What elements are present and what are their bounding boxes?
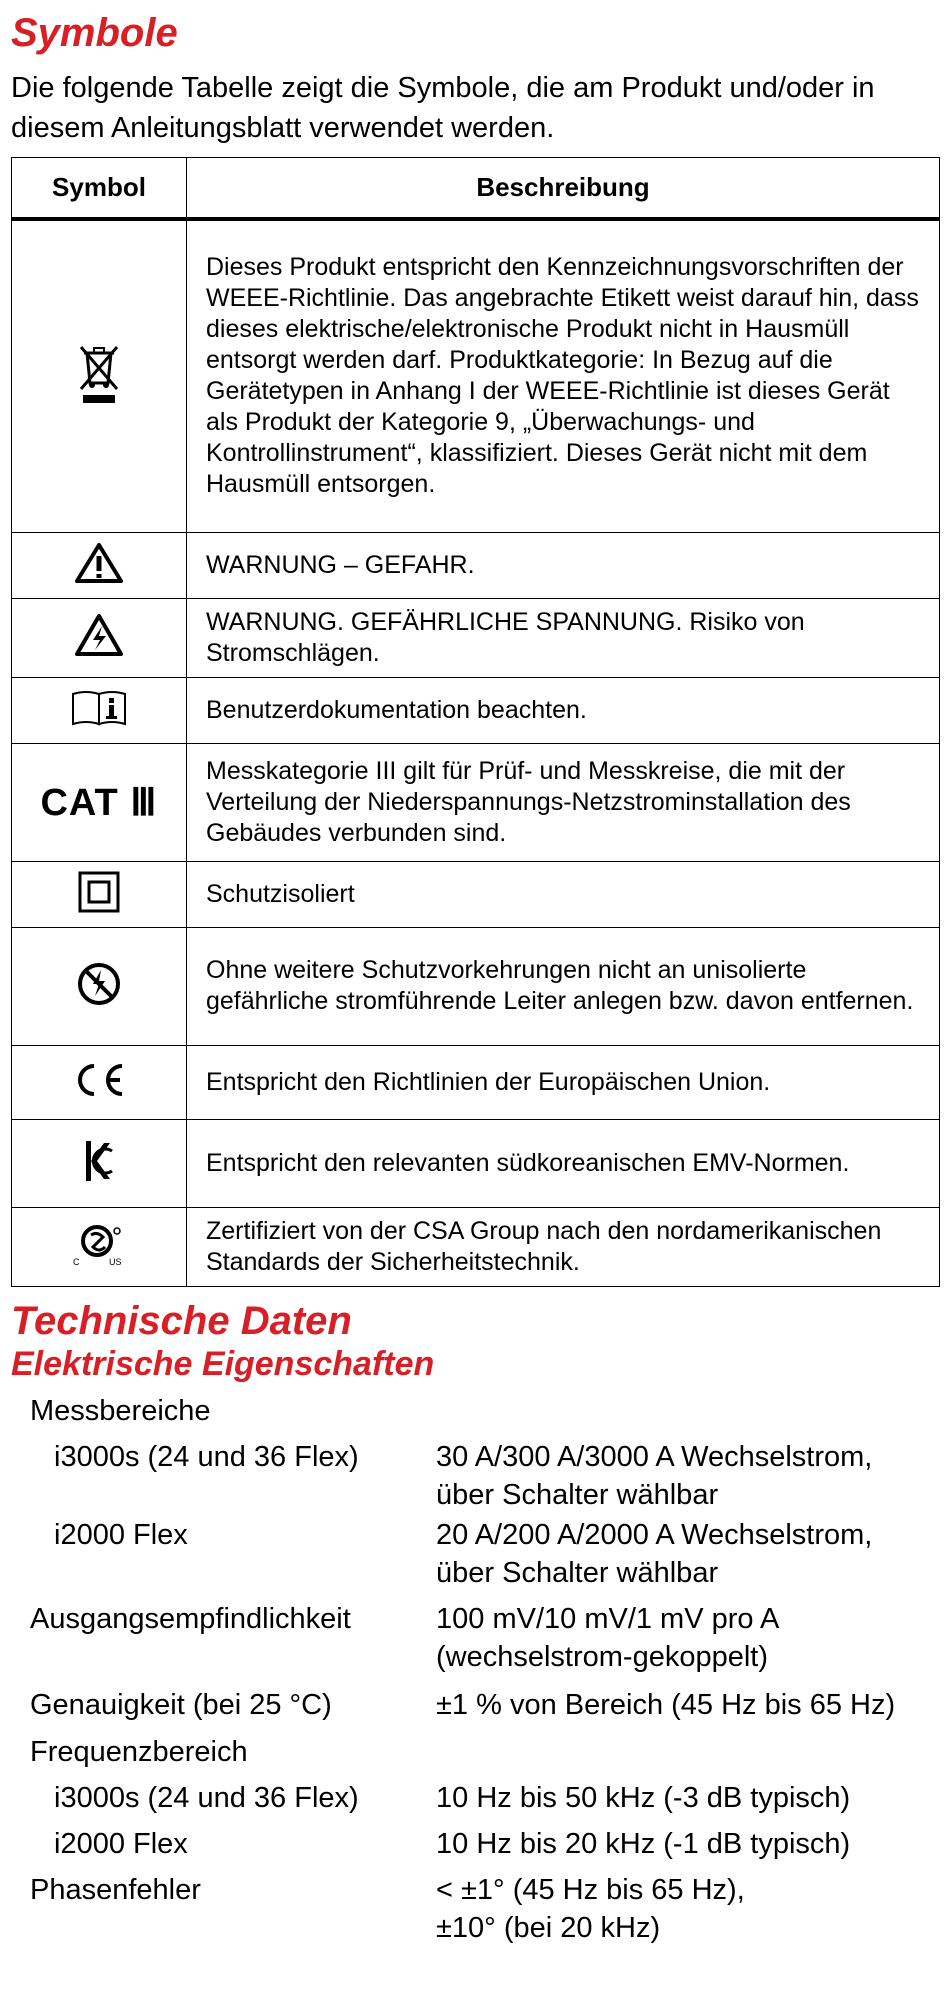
table-header-row — [12, 158, 940, 220]
description-cell: Zertifiziert von der CSA Group nach den nordamerikanischen Standards der Sicherheitstechnik. — [187, 1207, 940, 1286]
description-cell: Entspricht den relevanten südkoreanischen EMV-Normen. — [187, 1119, 940, 1207]
ce-mark-icon — [72, 1062, 126, 1098]
table-row — [12, 1045, 940, 1119]
spec-label: i3000s (24 und 36 Flex) — [54, 1441, 359, 1473]
description-cell: WARNUNG – GEFAHR. — [187, 532, 940, 598]
spec-value-continued: über Schalter wählbar — [436, 1479, 719, 1511]
description-cell: WARNUNG. GEFÄHRLICHE SPANNUNG. Risiko von Stromschlägen. — [187, 598, 940, 677]
electrical-properties-heading: Elektrische Eigenschaften — [11, 1345, 435, 1383]
spec-value: ±1 % von Bereich (45 Hz bis 65 Hz) — [436, 1689, 896, 1721]
symbol-cell — [12, 598, 187, 677]
spec-label: Phasenfehler — [30, 1874, 201, 1906]
symbols-intro: Die folgende Tabelle zeigt die Symbole, die am Produkt und/oder in diesem Anleitungsblatt verwendet werden. — [11, 72, 875, 144]
user-documentation-icon — [69, 688, 129, 728]
table-row — [12, 219, 940, 532]
spec-value: 30 A/300 A/3000 A Wechselstrom, — [436, 1441, 873, 1473]
spec-value-continued: über Schalter wählbar — [436, 1557, 719, 1589]
technical-data-heading: Technische Daten — [11, 1299, 352, 1343]
spec-label: i2000 Flex — [54, 1828, 188, 1860]
warning-triangle-icon — [74, 542, 124, 584]
svg-text:US: US — [109, 1257, 122, 1267]
spec-value-continued: (wechselstrom-gekoppelt) — [436, 1641, 769, 1673]
csa-mark-icon — [69, 1221, 129, 1267]
table-row — [12, 1119, 940, 1207]
symbol-cell — [12, 532, 187, 598]
table-row — [12, 861, 940, 927]
spec-label: i2000 Flex — [54, 1519, 188, 1551]
symbols-heading: Symbole — [11, 11, 178, 55]
spec-value-continued: ±10° (bei 20 kHz) — [436, 1912, 661, 1944]
description-cell: Messkategorie III gilt für Prüf- und Messkreise, die mit der Verteilung der Niederspannungs-Netzstrominstallation des Gebäudes verbunden sind. — [187, 743, 940, 861]
symbol-cell — [12, 219, 187, 532]
spec-label: i3000s (24 und 36 Flex) — [54, 1782, 359, 1814]
spec-value: 20 A/200 A/2000 A Wechselstrom, — [436, 1519, 873, 1551]
symbol-cell — [12, 1119, 187, 1207]
weee-crossed-bin-icon — [77, 343, 121, 405]
description-cell: Benutzerdokumentation beachten. — [187, 677, 940, 743]
symbol-cell — [12, 1045, 187, 1119]
table-row — [12, 677, 940, 743]
description-cell: Entspricht den Richtlinien der Europäischen Union. — [187, 1045, 940, 1119]
kc-mark-icon — [84, 1139, 114, 1183]
description-cell: Ohne weitere Schutzvorkehrungen nicht an unisolierte gefährliche stromführende Leiter anlegen bzw. davon entfernen. — [187, 927, 940, 1045]
double-insulation-icon — [78, 871, 120, 913]
no-uninsulated-conductor-icon — [76, 961, 122, 1007]
hazardous-voltage-icon — [74, 613, 124, 657]
symbol-cell — [12, 927, 187, 1045]
spec-value: 100 mV/10 mV/1 mV pro A — [436, 1603, 780, 1635]
symbol-cell — [12, 861, 187, 927]
table-row — [12, 532, 940, 598]
spec-label: Messbereiche — [30, 1395, 211, 1427]
table-row — [12, 598, 940, 677]
symbol-cell — [12, 743, 187, 861]
symbol-cell — [12, 677, 187, 743]
table-row — [12, 743, 940, 861]
table-row — [12, 927, 940, 1045]
spec-label: Ausgangsempfindlichkeit — [30, 1603, 351, 1635]
description-cell: Dieses Produkt entspricht den Kennzeichnungsvorschriften der WEEE-Richtlinie. Das angebrachte Etikett weist darauf hin, dass dieses elektrische/elektronische Produkt nicht in Hausmüll entsorgt werden darf. Produktkategorie: In Bezug auf die Gerätetypen in Anhang I der WEEE-Richtlinie ist dieses Gerät als Produkt der Kategorie 9, „Überwachungs- und Kontrollinstrument“, klassifiziert. Dieses Gerät nicht mit dem Hausmüll entsorgen. — [187, 219, 940, 532]
symbols-table — [11, 157, 940, 1287]
svg-text:C: C — [73, 1257, 80, 1267]
table-row — [12, 1207, 940, 1286]
spec-label: Frequenzbereich — [30, 1736, 248, 1768]
spec-value: 10 Hz bis 20 kHz (-1 dB typisch) — [436, 1828, 851, 1860]
description-cell: Schutzisoliert — [187, 861, 940, 927]
column-header-symbol: Symbol — [12, 158, 187, 220]
spec-value: < ±1° (45 Hz bis 65 Hz), — [436, 1874, 745, 1906]
spec-value: 10 Hz bis 50 kHz (-3 dB typisch) — [436, 1782, 851, 1814]
symbol-cell — [12, 1207, 187, 1286]
cat-iii-icon: CAT Ⅲ — [40, 781, 158, 824]
column-header-description: Beschreibung — [187, 158, 940, 220]
spec-label: Genauigkeit (bei 25 °C) — [30, 1689, 332, 1721]
